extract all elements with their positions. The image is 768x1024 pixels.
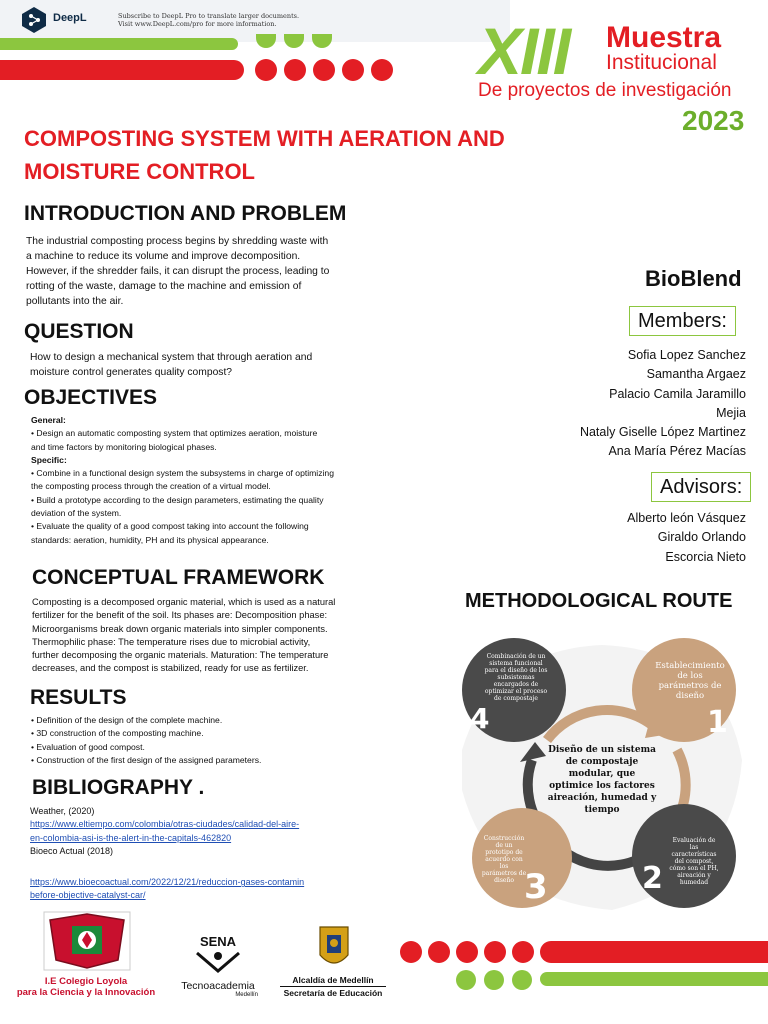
members-label: Members: xyxy=(629,306,736,336)
secretaria-name: Secretaría de Educación xyxy=(283,988,383,998)
step4-line: Combinación de un xyxy=(486,653,546,660)
deco-dot-red xyxy=(255,59,277,81)
advisor-name: Giraldo Orlando xyxy=(657,530,746,545)
step2-line: Evaluación de xyxy=(672,837,716,844)
objectives-heading: OBJECTIVES xyxy=(24,386,158,409)
sena-logo xyxy=(170,934,266,998)
deco-dot-red xyxy=(313,59,335,81)
deco-bar-red xyxy=(540,941,768,963)
advisors-label: Advisors: xyxy=(651,472,751,502)
intro-text xyxy=(26,234,329,309)
bibliography-link[interactable]: before-objective-catalyst-car/ xyxy=(30,890,146,901)
objectives-specific-label: Specific: xyxy=(31,454,67,465)
poster-title xyxy=(24,122,524,188)
question-heading: QUESTION xyxy=(24,320,134,343)
text-line: and time factors by monitoring biological phases. xyxy=(31,441,217,452)
text-line: • Design an automatic composting system that optimizes aeration, moisture xyxy=(31,428,318,439)
step2-line: cómo son el PH, xyxy=(669,865,719,872)
deepl-logo-icon xyxy=(20,6,48,34)
sena-figure-icon xyxy=(193,949,243,975)
member-name: Sofia Lopez Sanchez xyxy=(627,348,746,362)
text-line: pollutants into the air. xyxy=(26,296,124,307)
intro-heading: INTRODUCTION AND PROBLEM xyxy=(24,202,347,225)
deco-dot-red xyxy=(484,941,506,963)
text-line: a machine to reduce its volume and improve decomposition. xyxy=(26,251,301,262)
deco-dot-green xyxy=(284,34,304,48)
member-name: Ana María Pérez Macías xyxy=(608,444,746,459)
center-line: aireación, humedad y xyxy=(547,793,657,803)
member-name: Mejia xyxy=(716,405,746,420)
deco-dot-green xyxy=(456,970,476,990)
advisor-name: Escorcia Nieto xyxy=(665,549,746,564)
center-line: optimice los factores xyxy=(549,781,655,791)
tecno-label: Tecnoacademia xyxy=(181,980,255,992)
alcaldia-logo-text xyxy=(274,975,392,998)
school-logo-icon xyxy=(42,910,132,972)
text-line: deviation of the system. xyxy=(31,508,122,519)
deco-dot-red xyxy=(342,59,364,81)
results-heading: RESULTS xyxy=(30,686,127,709)
bibliography-ref: Weather, (2020) xyxy=(30,806,95,816)
alcaldia-name: Alcaldía de Medellín xyxy=(292,975,374,985)
bibliography-link[interactable]: https://www.bioecoactual.com/2022/12/21/reduccion-gases-contamin xyxy=(30,877,305,888)
deco-bar-green xyxy=(540,972,768,986)
deepl-message xyxy=(118,12,299,28)
deco-dot-red xyxy=(400,941,422,963)
alcaldia-divider xyxy=(280,986,386,987)
advisors-list xyxy=(627,509,746,567)
step1-line: diseño xyxy=(675,691,705,701)
framework-heading: CONCEPTUAL FRAMEWORK xyxy=(32,566,325,589)
center-line: Diseño de un sistema xyxy=(548,745,656,755)
text-line: However, if the shredder fails, it can disrupt the process, leading to xyxy=(26,266,330,277)
deco-dot-green xyxy=(512,970,532,990)
step3-line: prototipo de xyxy=(485,849,523,856)
deco-dot-green xyxy=(484,970,504,990)
text-line: rotting of the waste, damage to the machine and emission of xyxy=(26,281,302,292)
text-line: Composting is a decomposed organic material, which is used as a natural xyxy=(32,597,336,607)
step1-number: 1 xyxy=(707,705,728,740)
poster-title-line: MOISTURE CONTROL xyxy=(24,159,255,184)
step1-line: de los xyxy=(677,671,703,681)
header-institucional: Institucional xyxy=(606,51,717,74)
tecno-city: Medellín xyxy=(235,992,258,998)
deco-dot-red xyxy=(456,941,478,963)
step3-line: de un xyxy=(495,842,513,849)
deco-bar-red xyxy=(0,60,244,80)
alcaldia-shield-icon xyxy=(318,925,350,971)
step2-line: humedad xyxy=(679,879,709,886)
step4-number: 4 xyxy=(470,702,490,735)
bibliography-ref: Bioeco Actual (2018) xyxy=(30,845,114,856)
step2-line: características xyxy=(671,851,717,858)
text-line: fertilizer for the benefit of the soil. Its phases are: Decomposition phase: xyxy=(32,610,328,621)
objectives-general-label: General: xyxy=(31,415,66,425)
text-line: • Evaluate the quality of a good compost taking into account the following xyxy=(31,521,309,532)
text-line: Microorganisms break down organic materials into simpler components. xyxy=(32,623,328,634)
bibliography-link[interactable]: en-colombia-asi-is-the-alert-in-the-capitals-462820 xyxy=(30,832,232,843)
deco-dot-red xyxy=(284,59,306,81)
deco-dot-green xyxy=(312,34,332,48)
center-line: tiempo xyxy=(584,805,620,815)
step1-line: parámetros de xyxy=(658,681,722,691)
text-line: The industrial composting process begins by shredding waste with xyxy=(26,236,329,247)
step3-line: parámetros de xyxy=(481,870,527,877)
method-diagram xyxy=(452,630,752,920)
text-line: • Combine in a functional design system the subsystems in charge of optimizing xyxy=(31,468,334,479)
center-line: modular, que xyxy=(568,769,636,779)
deco-bar-green xyxy=(0,38,238,50)
deco-dot-red xyxy=(428,941,450,963)
step2-line: aireación y xyxy=(677,872,711,879)
bibliography-text xyxy=(30,805,304,903)
text-line: How to design a mechanical system that through aeration and xyxy=(30,352,313,363)
members-list xyxy=(580,346,746,462)
member-name: Palacio Camila Jaramillo xyxy=(609,386,746,401)
step4-line: para el diseño de los xyxy=(484,667,548,674)
poster-title-line: COMPOSTING SYSTEM WITH AERATION AND xyxy=(24,126,505,151)
text-line: Thermophilic phase: The temperature rises due to microbial activity, xyxy=(32,636,311,647)
deco-dot-green xyxy=(256,34,276,48)
text-line: the composting process through the creation of a virtual model. xyxy=(31,481,271,492)
step4-line: encargados de xyxy=(493,681,539,688)
step2-line: del compost, xyxy=(674,858,714,865)
question-text xyxy=(30,350,312,380)
advisor-name: Alberto león Vásquez xyxy=(627,511,746,525)
text-line: • Construction of the first design of the assigned parameters. xyxy=(31,754,262,765)
step4-line: sistema funcional xyxy=(489,660,543,667)
framework-text xyxy=(32,596,335,676)
text-line: • Definition of the design of the complete machine. xyxy=(31,715,223,725)
member-name: Nataly Giselle López Martinez xyxy=(579,425,746,440)
bibliography-heading: BIBLIOGRAPHY . xyxy=(32,776,205,799)
sena-label: SENA xyxy=(199,934,237,949)
step3-line: acuerdo con xyxy=(485,856,523,863)
step2-number: 2 xyxy=(642,861,663,896)
header-subtitle: De proyectos de investigación xyxy=(478,80,732,101)
header-year: 2023 xyxy=(682,105,745,136)
member-name: Samantha Argaez xyxy=(646,367,746,382)
step4-line: optimizar el proceso xyxy=(484,688,548,695)
deco-dot-red xyxy=(512,941,534,963)
objectives-text xyxy=(31,414,334,547)
step4-line: subsistemas xyxy=(497,674,535,681)
center-line: de compostaje xyxy=(565,757,639,767)
team-name: BioBlend xyxy=(645,266,742,291)
school-tagline: para la Ciencia y la Innovación xyxy=(16,987,156,998)
step4-line: de compostaje xyxy=(494,695,538,702)
text-line: decreases, and the compost is stabilized, ready for use as fertilizer. xyxy=(32,663,309,674)
header-roman: XIII xyxy=(478,14,570,88)
results-text xyxy=(31,714,261,767)
method-heading: METHODOLOGICAL ROUTE xyxy=(465,590,733,612)
text-line: further decomposing the organic materials. Maturation: The temperature xyxy=(32,650,329,661)
deepl-message-line: Subscribe to DeepL Pro to translate larger documents. xyxy=(118,12,300,20)
text-line: standards: aeration, humidity, PH and its physical appearance. xyxy=(31,534,269,545)
text-line: • Build a prototype according to the design parameters, estimating the quality xyxy=(31,494,324,505)
step1-line: Establecimiento xyxy=(655,661,725,671)
step3-line: Construcción xyxy=(483,835,525,842)
text-line: moisture control generates quality compost? xyxy=(30,367,233,378)
deepl-brand: DeepL xyxy=(53,12,87,24)
text-line: • 3D construction of the composting machine. xyxy=(31,728,204,739)
step2-line: las xyxy=(689,844,699,851)
deco-dot-red xyxy=(371,59,393,81)
deepl-message-line: Visit www.DeepL.com/pro for more information. xyxy=(118,20,277,28)
text-line: • Evaluation of good compost. xyxy=(31,741,145,752)
bibliography-link[interactable]: https://www.eltiempo.com/colombia/otras-ciudades/calidad-del-aire- xyxy=(30,819,300,830)
step3-number: 3 xyxy=(524,867,548,907)
school-name: I.E Colegio Loyola xyxy=(44,976,128,987)
school-logo-text xyxy=(8,976,164,998)
header-muestra: Muestra xyxy=(606,21,722,54)
step3-line: los xyxy=(499,863,509,870)
step3-line: diseño xyxy=(494,877,514,884)
